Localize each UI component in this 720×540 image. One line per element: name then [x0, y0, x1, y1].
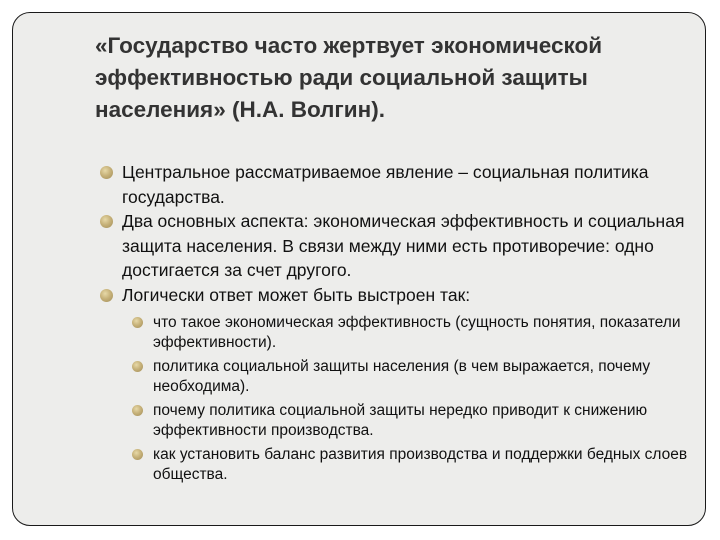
sub-bullet-text: почему политика социальной защиты нередко приводит к снижению эффективности производства. — [153, 402, 648, 439]
sub-list-item — [132, 401, 690, 440]
bullet-icon — [132, 405, 143, 416]
slide-content — [100, 160, 690, 489]
sub-list-item — [132, 313, 690, 352]
bullet-icon — [132, 449, 143, 460]
bullet-list — [100, 160, 690, 484]
bullet-text: Центральное рассматриваемое явление – социальная политика государства. — [122, 162, 649, 207]
bullet-icon — [132, 361, 143, 372]
sub-list-item — [132, 357, 690, 396]
bullet-text: Логически ответ может быть выстроен так: — [122, 284, 471, 305]
sub-list-item — [132, 445, 690, 484]
bullet-icon — [100, 166, 113, 179]
sub-bullet-text: как установить баланс развития производства и поддержки бедных слоев общества. — [153, 446, 688, 483]
bullet-text: Два основных аспекта: экономическая эффективность и социальная защита населения. В связи между ними есть противоречие: одно достигается за счет другого. — [122, 211, 685, 280]
list-item — [100, 160, 690, 209]
sub-bullet-text: что такое экономическая эффективность (сущность понятия, показатели эффективности). — [153, 314, 681, 351]
bullet-icon — [100, 289, 113, 302]
bullet-icon — [132, 317, 143, 328]
sub-bullet-list — [122, 313, 690, 484]
bullet-icon — [100, 215, 113, 228]
list-item — [100, 283, 690, 485]
list-item — [100, 209, 690, 283]
slide-title: «Государство часто жертвует экономической эффективностью ради социальной защиты населения» (Н.А. Волгин). — [95, 33, 603, 122]
sub-bullet-text: политика социальной защиты населения (в чем выражается, почему необходима). — [153, 358, 651, 395]
